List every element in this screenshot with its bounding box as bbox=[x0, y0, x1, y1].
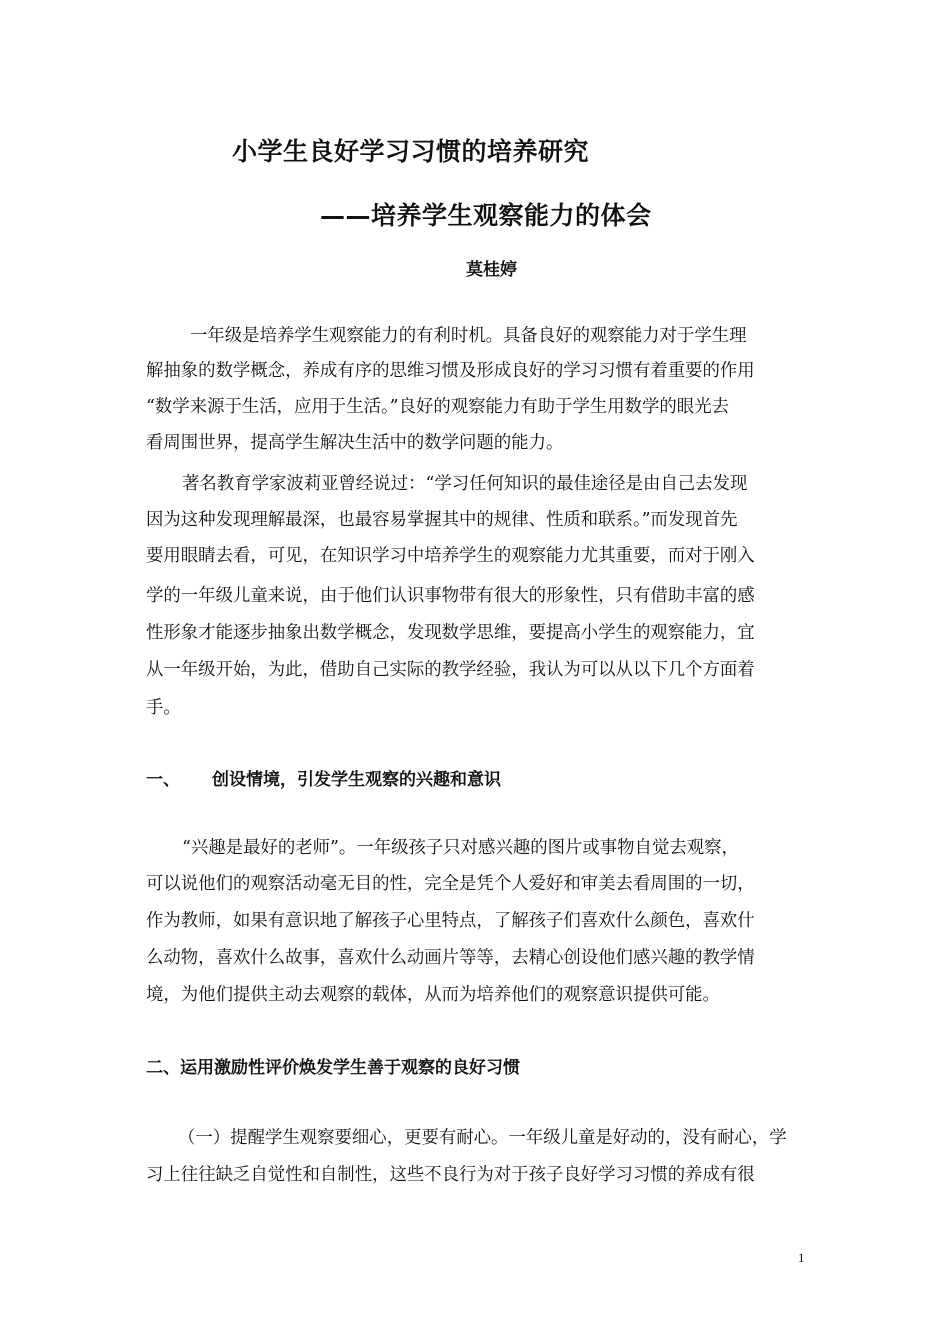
body-line: 从一年级开始，为此，借助自己实际的教学经验，我认为可以从以下几个方面着 bbox=[146, 660, 755, 680]
body-line: 性形象才能逐步抽象出数学概念，发现数学思维，要提高小学生的观察能力，宜 bbox=[146, 623, 755, 643]
body-line: 么动物，喜欢什么故事，喜欢什么动画片等等，去精心创设他们感兴趣的教学情 bbox=[146, 948, 755, 968]
section-number: 一、 bbox=[146, 770, 180, 790]
author-name: 莫桂婷 bbox=[466, 260, 517, 280]
body-line: 著名教育学家波莉亚曾经说过：“学习任何知识的最佳途径是由自己去发现 bbox=[182, 474, 748, 494]
body-line: 因为这种发现理解最深，也最容易掌握其中的规律、性质和联系。”而发现首先 bbox=[146, 510, 738, 530]
body-line: 手。 bbox=[146, 698, 181, 718]
body-line: （一）提醒学生观察要细心，更要有耐心。一年级儿童是好动的，没有耐心，学 bbox=[178, 1128, 787, 1148]
document-title: 小学生良好学习习惯的培养研究 bbox=[232, 137, 590, 166]
body-line: “数学来源于生活，应用于生活。”良好的观察能力有助于学生用数学的眼光去 bbox=[146, 397, 729, 417]
body-line: “兴趣是最好的老师”。一年级孩子只对感兴趣的图片或事物自觉去观察， bbox=[182, 838, 739, 858]
body-line: 一年级是培养学生观察能力的有利时机。具备良好的观察能力对于学生理 bbox=[190, 326, 747, 346]
section-heading: 创设情境，引发学生观察的兴趣和意识 bbox=[212, 770, 501, 790]
body-line: 可以说他们的观察活动毫无目的性，完全是凭个人爱好和审美去看周围的一切， bbox=[146, 874, 755, 894]
section-heading: 二、运用激励性评价焕发学生善于观察的良好习惯 bbox=[146, 1058, 520, 1078]
body-line: 解抽象的数学概念，养成有序的思维习惯及形成良好的学习习惯有着重要的作用 bbox=[146, 361, 755, 381]
body-line: 学的一年级儿童来说，由于他们认识事物带有很大的形象性，只有借助丰富的感 bbox=[146, 586, 755, 606]
body-line: 习上往往缺乏自觉性和自制性，这些不良行为对于孩子良好学习习惯的养成有很 bbox=[146, 1165, 755, 1185]
body-line: 境，为他们提供主动去观察的载体，从而为培养他们的观察意识提供可能。 bbox=[146, 985, 720, 1005]
body-line: 看周围世界，提高学生解决生活中的数学问题的能力。 bbox=[146, 433, 564, 453]
body-line: 作为教师，如果有意识地了解孩子心里特点，了解孩子们喜欢什么颜色，喜欢什 bbox=[146, 911, 755, 931]
body-line: 要用眼睛去看，可见，在知识学习中培养学生的观察能力尤其重要，而对于刚入 bbox=[146, 546, 755, 566]
page-number: 1 bbox=[798, 1250, 805, 1265]
document-subtitle: ——培养学生观察能力的体会 bbox=[320, 201, 652, 230]
